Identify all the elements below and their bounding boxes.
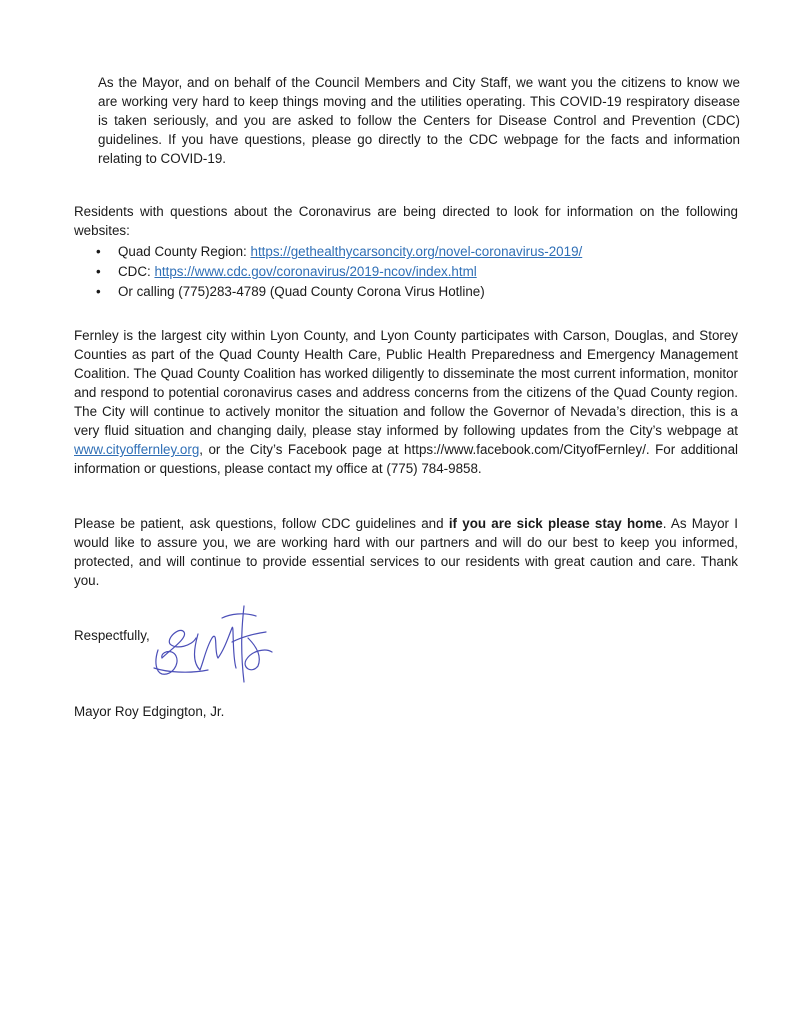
- list-item: [74, 262, 738, 282]
- bullet-icon: •: [96, 264, 101, 279]
- website-label: CDC:: [118, 264, 155, 279]
- websites-list: [74, 242, 738, 302]
- paragraph-websites-intro: Residents with questions about the Coronavirus are being directed to look for information on the following websites:: [74, 204, 738, 238]
- quad-county-link[interactable]: https://gethealthycarsoncity.org/novel-coronavirus-2019/: [250, 244, 583, 259]
- bullet-icon: •: [96, 284, 101, 299]
- city-website-link[interactable]: www.cityoffernley.org: [74, 442, 200, 457]
- paragraph-text: . As Mayor I would like to assure you, we are working hard with our partners and will do our best to keep you informed, protected, and will continue to provide essential services to our residents with great caution and care. Thank you.: [74, 516, 738, 588]
- paragraph-mayor-intro: As the Mayor, and on behalf of the Council Members and City Staff, we want you the citizens to know we are working very hard to keep things moving and the utilities operating. This COVID-19 respiratory disease is taken seriously, and you are asked to follow the Centers for Disease Control and Prevention (CDC) guidelines. If you have questions, please go directly to the CDC webpage for the facts and information relating to COVID-19.: [98, 75, 740, 166]
- list-item: [74, 282, 738, 302]
- list-item: [74, 242, 738, 262]
- paragraph-text: Fernley is the largest city within Lyon County, and Lyon County participates with Carson, Douglas, and Storey Counties as part of the Quad County Health Care, Public Health Preparedness and Emergency Management Coalition. The Quad County Coalition has worked diligently to disseminate the most current information, monitor and respond to potential coronavirus cases and address concerns from the citizens of the Quad County region. The City will continue to actively monitor the situation and follow the Governor of Nevada’s direction, this is a very fluid situation and changing daily, please stay informed by following updates from the City’s webpage at: [74, 328, 738, 438]
- hotline-text: Or calling (775)283-4789 (Quad County Corona Virus Hotline): [118, 284, 485, 299]
- paragraph-text: , or the City’s Facebook page at https://www.facebook.com/CityofFernley/. For additional information or questions, please contact my office at (775) 784-9858.: [74, 442, 738, 476]
- bullet-icon: •: [96, 244, 101, 259]
- paragraph-fernley-coalition: [74, 326, 738, 478]
- signature-image: [148, 598, 278, 684]
- stay-home-emphasis: if you are sick please stay home: [448, 516, 663, 531]
- paragraph-text: Please be patient, ask questions, follow CDC guidelines and: [74, 516, 449, 531]
- cdc-link[interactable]: https://www.cdc.gov/coronavirus/2019-ncov/index.html: [154, 264, 477, 279]
- signer-name: Mayor Roy Edgington, Jr.: [74, 704, 225, 719]
- paragraph-stay-home: [74, 514, 738, 590]
- closing-salutation: Respectfully,: [74, 628, 150, 643]
- website-label: Quad County Region:: [118, 244, 251, 259]
